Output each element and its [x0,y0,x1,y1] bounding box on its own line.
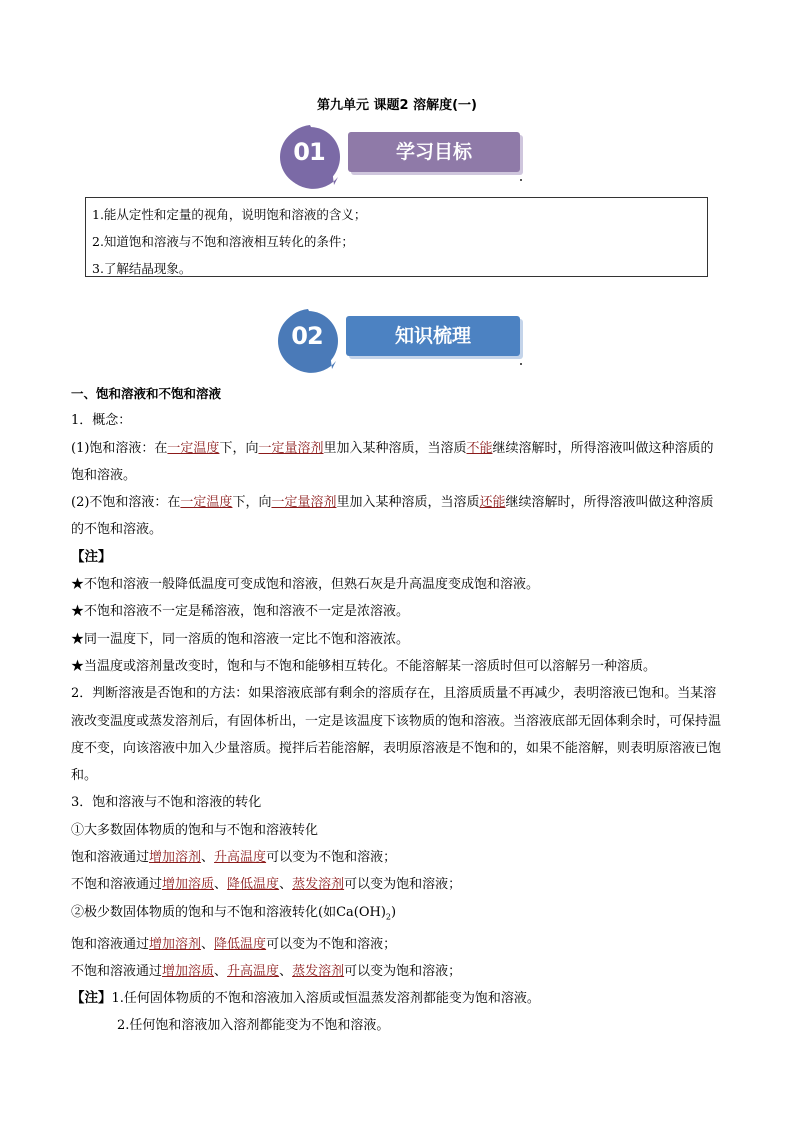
section-banner-goals [276,123,526,195]
banner-label: 知识梳理 [394,325,471,347]
banner-tag [348,132,520,172]
concept-heading: 1．概念： [71,413,132,429]
most-solids-heading: ①大多数固体物质的饱和与不饱和溶液转化 [71,822,319,838]
banner-tag [346,316,520,356]
section-banner-knowledge [274,307,526,379]
few-solids-line-1: 饱和溶液通过增加溶剂、降低温度可以变为不饱和溶液； [71,936,397,952]
note-item: ★不饱和溶液一般降低温度可变成饱和溶液，但熟石灰是升高温度变成饱和溶液。 [71,577,540,593]
document-title: 第九单元 课题2 溶解度(一) [317,98,477,113]
saturated-definition: (1)饱和溶液：在一定温度下，向一定量溶剂里加入某种溶质，当溶质不能继续溶解时，所得溶液叫做这种溶质的饱和溶液。 [71,440,714,483]
knowledge-content [71,380,726,1040]
learning-goals-box [85,197,708,277]
note-item: ★不饱和溶液不一定是稀溶液，饱和溶液不一定是浓溶液。 [71,604,410,620]
banner-label: 学习目标 [395,141,472,163]
few-solids-line-2: 不饱和溶液通过增加溶质、升高温度、蒸发溶剂可以变为饱和溶液； [71,963,462,979]
conversion-heading: 3．饱和溶液与不饱和溶液的转化 [71,795,262,811]
most-solids-line-2: 不饱和溶液通过增加溶质、降低温度、蒸发溶剂可以变为饱和溶液； [71,877,462,893]
judge-method-paragraph: 2．判断溶液是否饱和的方法：如果溶液底部有剩余的溶质存在，且溶质质量不再减少，表明溶液已饱和。当某溶液改变温度或蒸发溶剂后，有固体析出，一定是该温度下该物质的饱和溶液。当溶液底部无固体剩余时，可保持温度不变，向该溶液中加入少量溶质。搅拌后若能溶解，表明原溶液是不饱和的，如果不能溶解，则表明原溶液已饱和。 [71,686,722,784]
most-solids-line-1: 饱和溶液通过增加溶剂、升高温度可以变为不饱和溶液； [71,850,397,866]
final-note-1: 【注】1.任何固体物质的不饱和溶液加入溶质或恒温蒸发溶剂都能变为饱和溶液。 [71,990,540,1007]
few-solids-heading: ②极少数固体物质的饱和与不饱和溶液转化(如$Ca(OH)_2$) [71,904,397,922]
final-note-2: 2.任何饱和溶液加入溶剂都能变为不饱和溶液。 [117,1018,390,1034]
note-item: ★同一温度下，同一溶质的饱和溶液一定比不饱和溶液浓。 [71,631,410,647]
section-heading: 一、饱和溶液和不饱和溶液 [71,386,222,401]
note-item: ★当温度或溶剂量改变时，饱和与不饱和能够相互转化。不能溶解某一溶质时但可以溶解另一种溶质。 [71,658,657,674]
note-heading: 【注】 [71,548,112,565]
goal-item: 3.了解结晶现象。 [92,261,192,276]
goal-item: 2.知道饱和溶液与不饱和溶液相互转化的条件； [92,234,354,249]
banner-number: 01 [293,138,325,166]
unsaturated-definition: (2)不饱和溶液：在一定温度下，向一定量溶剂里加入某种溶质，当溶质还能继续溶解时，所得溶液叫做这种溶质的不饱和溶液。 [71,495,714,538]
goal-item: 1.能从定性和定量的视角，说明饱和溶液的含义； [92,207,367,222]
banner-number: 02 [291,322,323,350]
